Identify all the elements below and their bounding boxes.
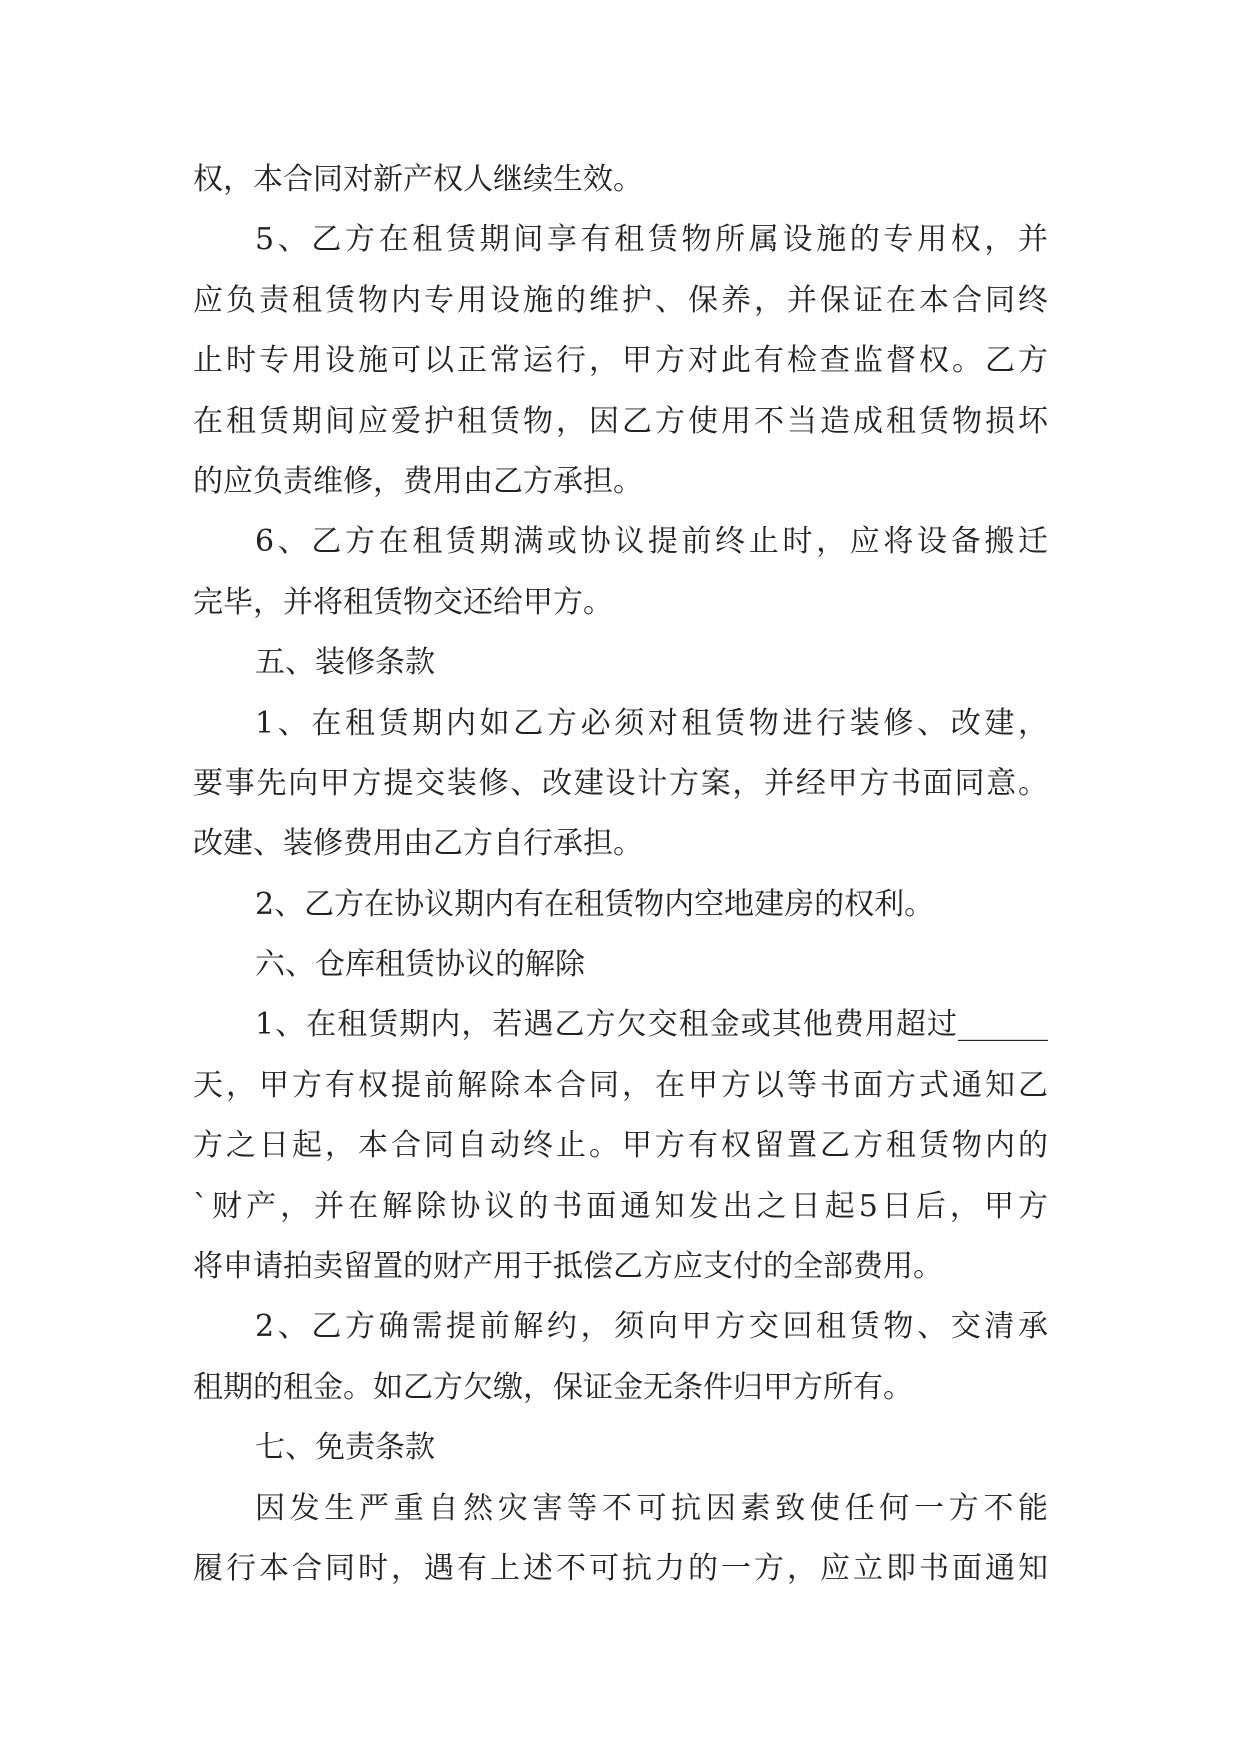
text-line: 履行本合同时，遇有上述不可抗力的一方，应立即书面通知 [193, 1550, 1048, 1586]
text-line: 1、在租赁期内如乙方必须对租赁物进行装修、改建， [255, 705, 1048, 741]
text-line: `财产，并在解除协议的书面通知发出之日起5日后，甲方 [193, 1188, 1048, 1224]
text-line: 的应负责维修，费用由乙方承担。 [193, 463, 643, 499]
text-line: 止时专用设施可以正常运行，甲方对此有检查监督权。乙方 [193, 343, 1048, 379]
document-page [193, 150, 1048, 1599]
text-line: 方之日起，本合同自动终止。甲方有权留置乙方租赁物内的 [193, 1128, 1048, 1164]
text-line: 权，本合同对新产权人继续生效。 [193, 162, 643, 197]
text-line: 天，甲方有权提前解除本合同，在甲方以等书面方式通知乙 [193, 1067, 1048, 1103]
text-line: 2、乙方在协议期内有在租赁物内空地建房的权利。 [255, 886, 935, 922]
text-line: 6、乙方在租赁期满或协议提前终止时，应将设备搬迁 [255, 524, 1048, 560]
text-line: 2、乙方确需提前解约，须向甲方交回租赁物、交清承 [255, 1309, 1048, 1345]
text-line: 应负责租赁物内专用设施的维护、保养，并保证在本合同终 [193, 282, 1048, 318]
text-line: 5、乙方在租赁期间享有租赁物所属设施的专用权，并 [255, 222, 1048, 258]
text-line: 完毕，并将租赁物交还给甲方。 [193, 584, 613, 620]
text-line: 在租赁期间应爱护租赁物，因乙方使用不当造成租赁物损坏 [193, 403, 1048, 439]
text-line: 将申请拍卖留置的财产用于抵偿乙方应支付的全部费用。 [193, 1249, 943, 1285]
text-line: 要事先向甲方提交装修、改建设计方案，并经甲方书面同意。 [193, 765, 1048, 801]
section-heading: 七、免责条款 [255, 1430, 435, 1466]
text-line: 1、在租赁期内，若遇乙方欠交租金或其他费用超过______ [255, 1007, 1048, 1043]
section-heading: 六、仓库租赁协议的解除 [255, 947, 585, 983]
text-line: 因发生严重自然灾害等不可抗因素致使任何一方不能 [255, 1490, 1048, 1526]
section-heading: 五、装修条款 [255, 645, 435, 681]
text-line: 改建、装修费用由乙方自行承担。 [193, 826, 643, 862]
text-line: 租期的租金。如乙方欠缴，保证金无条件归甲方所有。 [193, 1369, 913, 1405]
